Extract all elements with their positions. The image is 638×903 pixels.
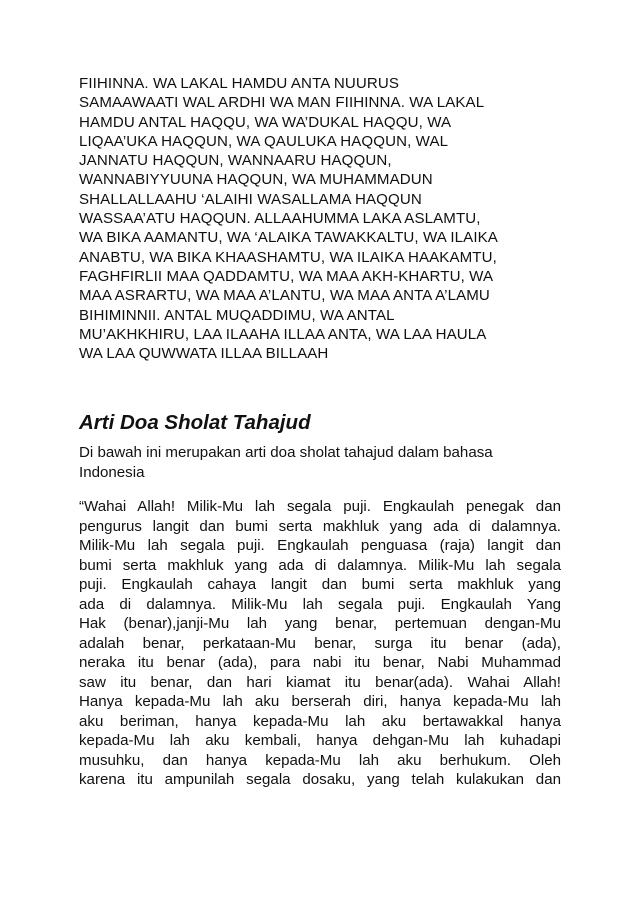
translation-line: Milik-Mu lah segala puji. Engkaulah penguasa (raja) langit dan bbox=[79, 537, 561, 555]
translation-line: neraka itu benar (ada), para nabi itu benar, Nabi Muhammad bbox=[79, 654, 561, 672]
translation-line: ada di dalamnya. Milik-Mu lah segala puji. Engkaulah Yang bbox=[79, 595, 561, 613]
doa-line: HAMDU ANTAL HAQQU, WA WA’DUKAL HAQQU, WA bbox=[79, 113, 452, 131]
intro-line: Indonesia bbox=[79, 463, 145, 481]
doa-latin-block bbox=[79, 74, 561, 363]
translation-line: kepada-Mu lah aku kembali, hanya dehgan-Mu lah kuhadapi bbox=[79, 732, 561, 750]
translation-line: aku beriman, hanya kepada-Mu lah aku bertawakkal hanya bbox=[79, 712, 561, 730]
intro-line: Di bawah ini merupakan arti doa sholat tahajud dalam bahasa bbox=[79, 444, 493, 462]
translation-paragraph bbox=[79, 497, 561, 790]
section-heading: Arti Doa Sholat Tahajud bbox=[79, 411, 311, 435]
doa-line: WA BIKA AAMANTU, WA ‘ALAIKA TAWAKKALTU, WA ILAIKA bbox=[79, 229, 498, 247]
doa-line: FIIHINNA. WA LAKAL HAMDU ANTA NUURUS bbox=[79, 75, 400, 92]
translation-line: Hanya kepada-Mu lah aku berserah diri, hanya kepada-Mu lah bbox=[79, 693, 561, 711]
section-intro bbox=[79, 443, 561, 482]
doa-line: WASSAA’ATU HAQQUN. ALLAAHUMMA LAKA ASLAMTU, bbox=[79, 210, 481, 228]
doa-line: JANNATU HAQQUN, WANNAARU HAQQUN, bbox=[79, 152, 392, 170]
translation-line: musuhku, dan hanya kepada-Mu lah aku berhukum. Oleh bbox=[79, 751, 561, 769]
document-page bbox=[79, 74, 561, 790]
translation-line: karena itu ampunilah segala dosaku, yang telah kulakukan dan bbox=[79, 771, 561, 789]
translation-line: puji. Engkaulah cahaya langit dan bumi serta makhluk yang bbox=[79, 576, 561, 594]
translation-line: Hak (benar),janji-Mu lah yang benar, pertemuan dengan-Mu bbox=[79, 615, 561, 633]
translation-line: pengurus langit dan bumi serta makhluk yang ada di dalamnya. bbox=[79, 517, 561, 535]
translation-line: saw itu benar, dan hari kiamat itu benar(ada). Wahai Allah! bbox=[79, 673, 561, 691]
doa-line: FAGHFIRLII MAA QADDAMTU, WA MAA AKH-KHARTU, WA bbox=[79, 267, 494, 285]
doa-line: MU’AKHKHIRU, LAA ILAAHA ILLAA ANTA, WA LAA HAULA bbox=[79, 325, 487, 343]
doa-line: WA LAA QUWWATA ILLAA BILLAAH bbox=[79, 345, 329, 363]
translation-line: bumi serta makhluk yang ada di dalamnya. Milik-Mu lah segala bbox=[79, 556, 561, 574]
doa-line: WANNABIYYUUNA HAQQUN, WA MUHAMMADUN bbox=[79, 171, 433, 189]
translation-line: adalah benar, perkataan-Mu benar, surga itu benar (ada), bbox=[79, 634, 561, 652]
doa-line: BIHIMINNII. ANTAL MUQADDIMU, WA ANTAL bbox=[79, 306, 395, 324]
doa-line: LIQAA’UKA HAQQUN, WA QAULUKA HAQQUN, WAL bbox=[79, 132, 449, 150]
doa-line: SAMAAWAATI WAL ARDHI WA MAN FIIHINNA. WA LAKAL bbox=[79, 94, 485, 112]
doa-line: MAA ASRARTU, WA MAA A’LANTU, WA MAA ANTA A’LAMU bbox=[79, 287, 490, 305]
doa-line: SHALLALLAAHU ‘ALAIHI WASALLAMA HAQQUN bbox=[79, 190, 422, 208]
doa-line: ANABTU, WA BIKA KHAASHAMTU, WA ILAIKA HAAKAMTU, bbox=[79, 248, 497, 266]
translation-line: “Wahai Allah! Milik-Mu lah segala puji. Engkaulah penegak dan bbox=[79, 498, 561, 516]
